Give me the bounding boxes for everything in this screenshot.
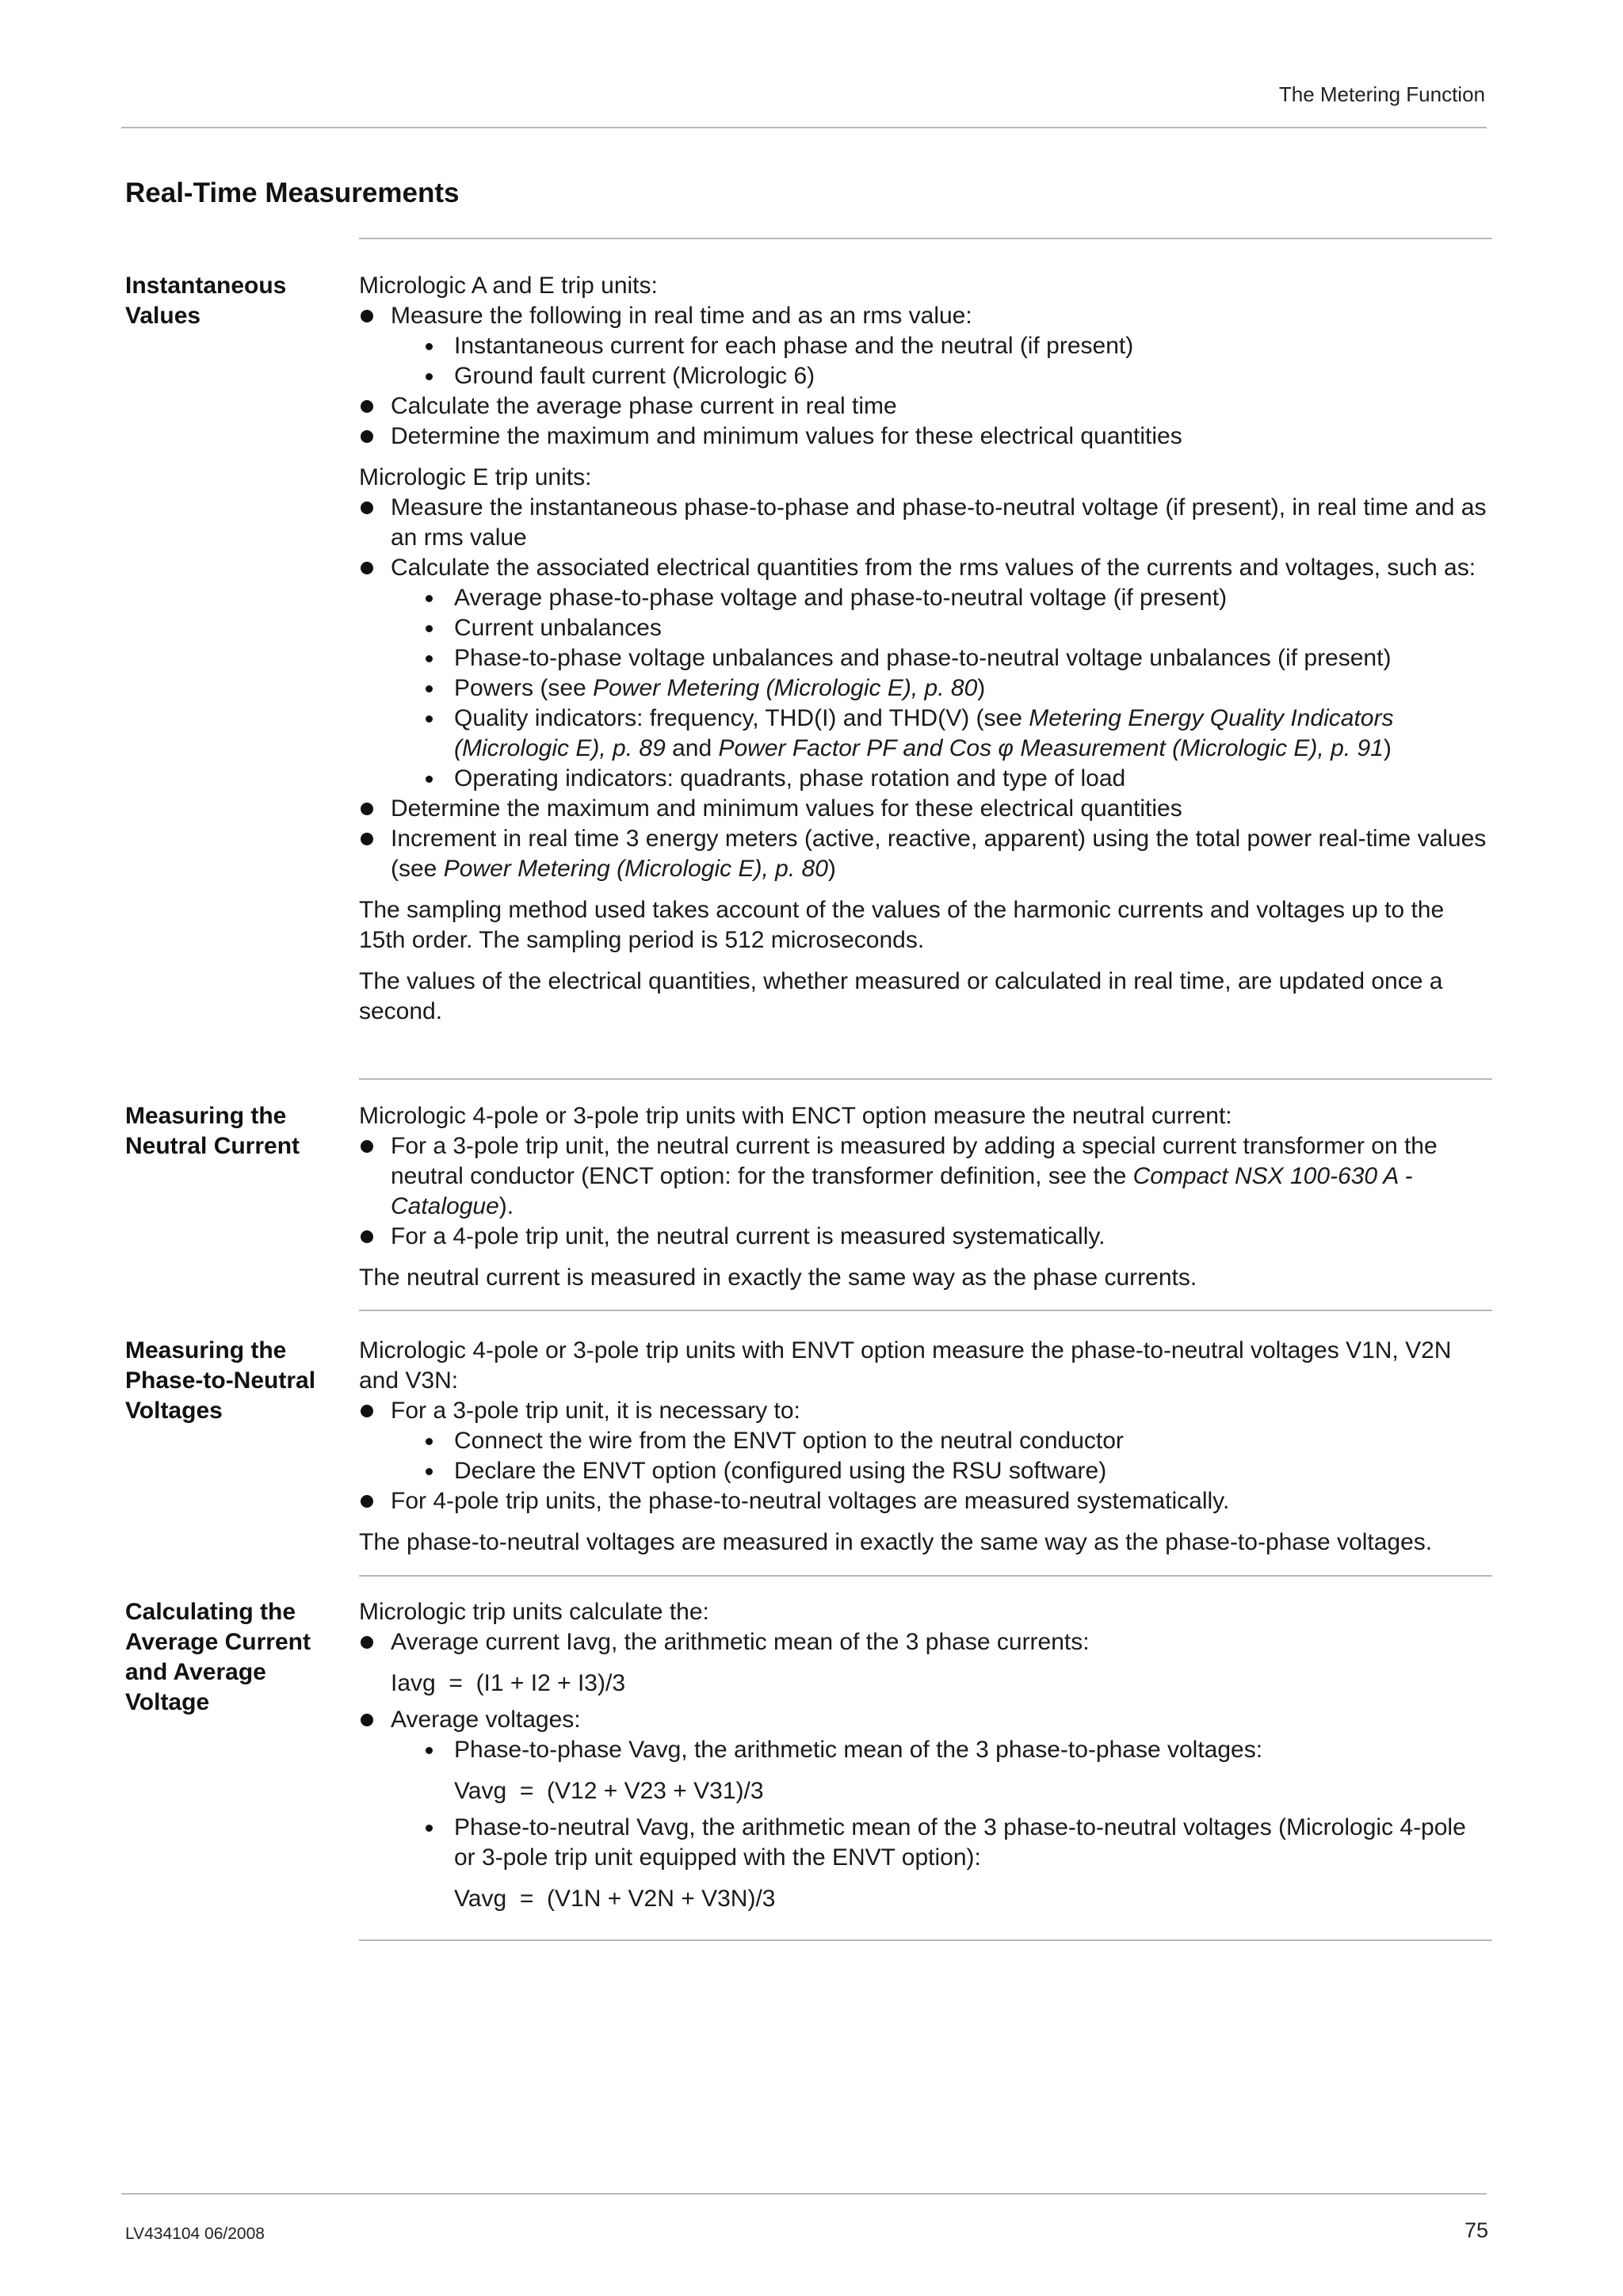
section-label: Calculating the Average Current and Average Voltage (125, 1599, 311, 1715)
list-item: Powers (see Power Metering (Micrologic E), p. 80) (422, 673, 1492, 704)
list-item: Measure the instantaneous phase-to-phase and phase-to-neutral voltage (if present), in real time and as an rms value (359, 493, 1492, 553)
list-item: Phase-to-neutral Vavg, the arithmetic mean of the 3 phase-to-neutral voltages (Micrologic 4-pole or 3-pole trip unit equipped with the ENVT option): Vavg = (V1N + V2N + V3N)/3 (422, 1813, 1492, 1914)
section-rule (359, 1575, 1492, 1577)
list-item: Current unbalances (422, 613, 1492, 643)
list-item: Phase-to-phase voltage unbalances and phase-to-neutral voltage unbalances (if present) (422, 643, 1492, 673)
list-item: Measure the following in real time and as an rms value: Instantaneous current for each phase and the neutral (if present) Ground fault current (Micrologic 6) (359, 301, 1492, 391)
list-item: For a 3-pole trip unit, it is necessary to: Connect the wire from the ENVT option to the neutral conductor Declare the ENVT option (configured using the RSU software) (359, 1396, 1492, 1486)
paragraph: Micrologic E trip units: (359, 464, 592, 490)
sub-bullet-list (422, 583, 1492, 794)
bullet-list (359, 1131, 1492, 1252)
page-number: 75 (1464, 2218, 1488, 2242)
list-item: Connect the wire from the ENVT option to the neutral conductor (422, 1426, 1492, 1456)
section-label: Instantaneous Values (125, 273, 287, 329)
equation-iavg: Iavg = (I1 + I2 + I3)/3 (391, 1670, 626, 1696)
list-item: Calculate the associated electrical quantities from the rms values of the currents and voltages, such as: Average phase-to-phase voltage and phase-to-neutral voltage (if present) Current unbalances Phase-to-phase voltage unbalances and phase-to-neutral voltage unbalances (if present) Powers (see Power Metering (Micrologic E), p. 80) Quality indicators: frequency, THD(I) and THD(V) (see Metering Energy Quality Indicators (Micrologic E), p. 89 and Power Factor PF and Cos φ Measurement (Micrologic E), p. 91) Operating indicators: quadrants, phase rotation and type of load (359, 553, 1492, 794)
paragraph: Micrologic 4-pole or 3-pole trip units with ENCT option measure the neutral current: (359, 1103, 1232, 1129)
cross-reference: Metering Energy Quality Indicators (Micrologic E), p. 89 (454, 705, 1394, 761)
cross-reference: Power Factor PF and Cos φ Measurement (Micrologic E), p. 91 (718, 735, 1384, 761)
section-rule (359, 1078, 1492, 1080)
bullet-list (359, 493, 1492, 884)
list-item: Average phase-to-phase voltage and phase-to-neutral voltage (if present) (422, 583, 1492, 613)
list-item: For a 4-pole trip unit, the neutral current is measured systematically. (359, 1222, 1492, 1252)
list-item: For 4-pole trip units, the phase-to-neutral voltages are measured systematically. (359, 1486, 1492, 1516)
list-item: Phase-to-phase Vavg, the arithmetic mean of the 3 phase-to-phase voltages: Vavg = (V12 + V23 + V31)/3 (422, 1735, 1492, 1806)
section-body (359, 1597, 1492, 1920)
section-body (359, 1336, 1492, 1558)
list-item: Average current Iavg, the arithmetic mean of the 3 phase currents: Iavg = (I1 + I2 + I3)/3 (359, 1627, 1492, 1699)
list-item: For a 3-pole trip unit, the neutral current is measured by adding a special current transformer on the neutral conductor (ENCT option: for the transformer definition, see the Compact NSX 100-630 A - Catalogue). (359, 1131, 1492, 1222)
sub-bullet-list (422, 1735, 1492, 1914)
equation-vavg-phase-to-phase: Vavg = (V12 + V23 + V31)/3 (454, 1778, 764, 1804)
list-item: Declare the ENVT option (configured using the RSU software) (422, 1456, 1492, 1486)
list-item: Calculate the average phase current in real time (359, 391, 1492, 421)
page-title: Real-Time Measurements (125, 177, 460, 208)
list-item: Determine the maximum and minimum values for these electrical quantities (359, 421, 1492, 452)
paragraph: Micrologic 4-pole or 3-pole trip units with ENVT option measure the phase-to-neutral voltages V1N, V2N and V3N: (359, 1337, 1452, 1394)
section-label: Measuring the Neutral Current (125, 1103, 300, 1159)
bullet-list (359, 1627, 1492, 1914)
list-item: Quality indicators: frequency, THD(I) and THD(V) (see Metering Energy Quality Indicators (Micrologic E), p. 89 and Power Factor PF and Cos φ Measurement (Micrologic E), p. 91) (422, 704, 1492, 764)
cross-reference: Power Metering (Micrologic E), p. 80 (593, 675, 978, 701)
list-item: Operating indicators: quadrants, phase rotation and type of load (422, 764, 1492, 794)
cross-reference: Power Metering (Micrologic E), p. 80 (443, 856, 828, 882)
list-item: Ground fault current (Micrologic 6) (422, 361, 1492, 391)
section-rule (359, 1939, 1492, 1941)
list-item: Increment in real time 3 energy meters (active, reactive, apparent) using the total power real-time values (see Power Metering (Micrologic E), p. 80) (359, 824, 1492, 884)
sub-bullet-list (422, 1426, 1492, 1486)
bullet-list (359, 301, 1492, 452)
paragraph: The neutral current is measured in exactly the same way as the phase currents. (359, 1264, 1197, 1291)
section-body (359, 271, 1492, 1027)
paragraph: The values of the electrical quantities, whether measured or calculated in real time, are updated once a second. (359, 968, 1443, 1024)
section-rule (359, 238, 1492, 239)
section-rule (359, 1310, 1492, 1311)
running-header: The Metering Function (1278, 82, 1485, 106)
list-item: Instantaneous current for each phase and the neutral (if present) (422, 331, 1492, 361)
cross-reference: Compact NSX 100-630 A - Catalogue (391, 1163, 1413, 1219)
list-item: Determine the maximum and minimum values for these electrical quantities (359, 794, 1492, 824)
equation-vavg-phase-to-neutral: Vavg = (V1N + V2N + V3N)/3 (454, 1886, 776, 1912)
sub-bullet-list (422, 331, 1492, 391)
header-rule (121, 127, 1487, 128)
list-item: Average voltages: Phase-to-phase Vavg, the arithmetic mean of the 3 phase-to-phase voltages: Vavg = (V12 + V23 + V31)/3 Phase-to-neutral Vavg, the arithmetic mean of the 3 phase-to-neutral voltages (Micrologic 4-pole or 3-pole trip unit equipped with the ENVT option): Vavg = (V1N + V2N + V3N)/3 (359, 1705, 1492, 1914)
paragraph: Micrologic A and E trip units: (359, 273, 658, 299)
section-label: Measuring the Phase-to-Neutral Voltages (125, 1337, 316, 1424)
footer-rule (121, 2193, 1487, 2195)
section-body (359, 1101, 1492, 1293)
document-reference: LV434104 06/2008 (125, 2225, 265, 2243)
paragraph: The phase-to-neutral voltages are measured in exactly the same way as the phase-to-phase voltages. (359, 1529, 1433, 1555)
paragraph: The sampling method used takes account of the values of the harmonic currents and voltages up to the 15th order. The sampling period is 512 microseconds. (359, 897, 1445, 953)
bullet-list (359, 1396, 1492, 1516)
paragraph: Micrologic trip units calculate the: (359, 1599, 709, 1625)
